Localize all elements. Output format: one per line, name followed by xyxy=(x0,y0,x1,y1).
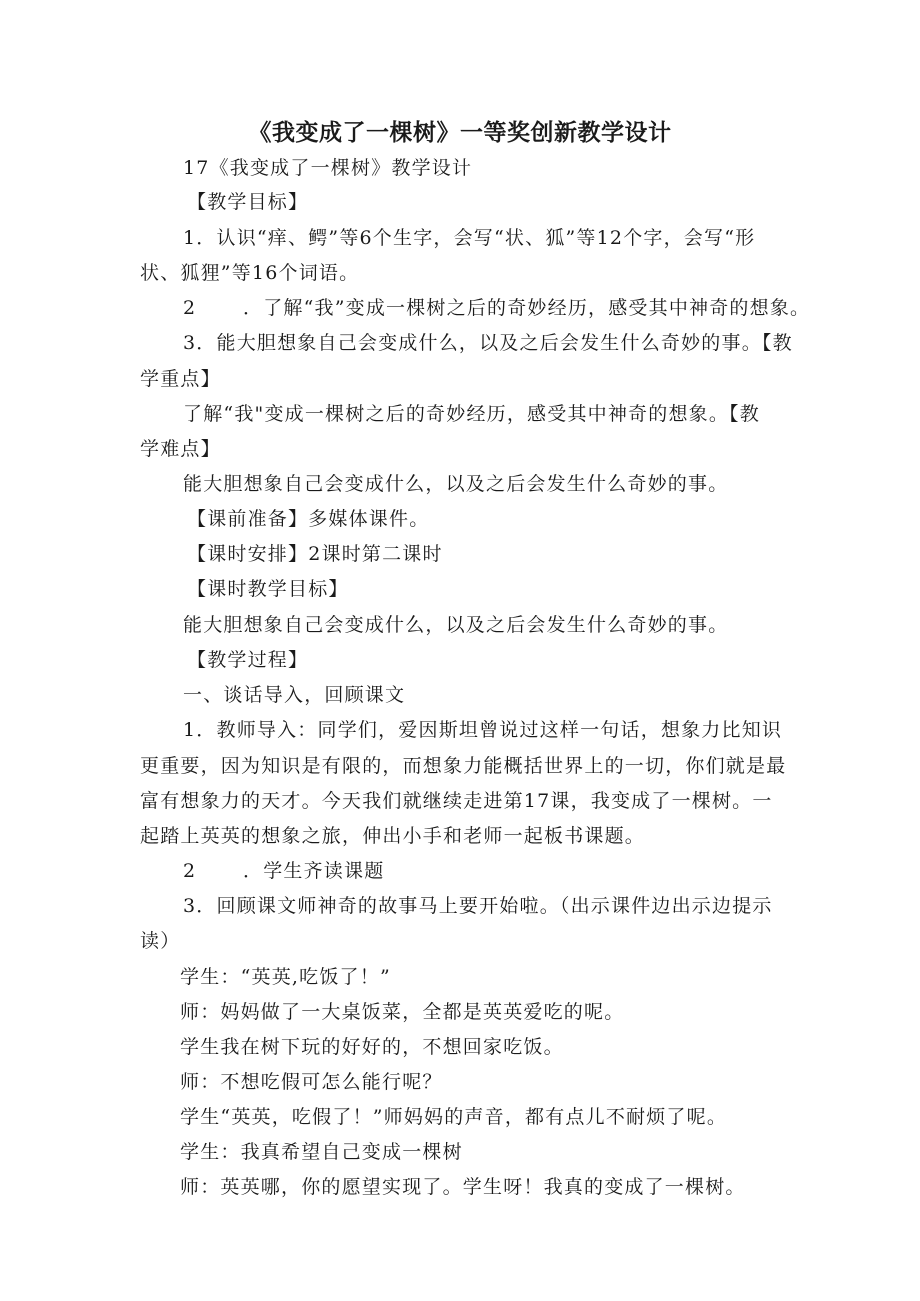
section-heading: 【教学目标】 xyxy=(187,191,309,213)
paragraph-line: 【课前准备】多媒体课件。 xyxy=(187,508,430,530)
dialogue-line: 学生“英英，吃假了！”师妈妈的声音，都有点儿不耐烦了呢。 xyxy=(180,1106,728,1128)
paragraph-line: 更重要，因为知识是有限的，而想象力能概括世界上的一切，你们就是最 xyxy=(140,755,787,777)
paragraph-line: 1．认识“痒、鳄”等6个生字，会写“状、狐”等12个字，会写“形 xyxy=(183,227,756,249)
paragraph-line: 能大胆想象自己会变成什么，以及之后会发生什么奇妙的事。 xyxy=(183,614,729,636)
dialogue-line: 学生：“英英,吃饭了！” xyxy=(180,966,391,988)
dialogue-line: 学生：我真希望自己变成一棵树 xyxy=(180,1141,463,1163)
paragraph-line: 起踏上英英的想象之旅，伸出小手和老师一起板书课题。 xyxy=(140,825,646,847)
paragraph-line: 学重点】 xyxy=(140,368,221,390)
paragraph-line xyxy=(183,293,810,323)
section-heading: 【课时教学目标】 xyxy=(187,578,349,600)
dialogue-line: 学生我在树下玩的好好的，不想回家吃饭。 xyxy=(180,1036,564,1058)
list-number: 2 xyxy=(183,860,197,882)
paragraph-line: 1．教师导入：同学们，爱因斯坦曾说过这样一句话，想象力比知识 xyxy=(183,719,783,741)
paragraph-line: 了解“我"变成一棵树之后的奇妙经历，感受其中神奇的想象。【教 xyxy=(183,403,760,425)
section-heading: 【教学过程】 xyxy=(187,649,309,671)
list-text: ．了解“我”变成一棵树之后的奇妙经历，感受其中神奇的想象。 xyxy=(243,297,811,319)
list-text: ．学生齐读课题 xyxy=(243,860,385,882)
paragraph-line: 读） xyxy=(140,930,181,952)
paragraph-line: 【课时安排】2课时第二课时 xyxy=(187,543,443,565)
paragraph-line xyxy=(183,856,384,886)
subsection-heading: 一、谈话导入，回顾课文 xyxy=(183,684,406,706)
dialogue-line: 师：英英哪，你的愿望实现了。学生呀！我真的变成了一棵树。 xyxy=(180,1176,746,1198)
paragraph-line: 3．能大胆想象自己会变成什么，以及之后会发生什么奇妙的事。【教 xyxy=(183,332,793,354)
document-title: 《我变成了一棵树》一等奖创新教学设计 xyxy=(248,120,672,146)
paragraph-line: 富有想象力的天才。今天我们就继续走进第17课，我变成了一棵树。一 xyxy=(140,790,773,812)
paragraph-line: 状、狐狸”等16个词语。 xyxy=(140,262,360,284)
list-number: 2 xyxy=(183,297,197,319)
dialogue-line: 师：妈妈做了一大桌饭菜，全都是英英爱吃的呢。 xyxy=(180,1001,625,1023)
dialogue-line: 师：不想吃假可怎么能行呢？ xyxy=(180,1071,443,1093)
paragraph-line: 学难点】 xyxy=(140,438,221,460)
paragraph-line: 3．回顾课文师神奇的故事马上要开始啦。（出示课件边出示边提示 xyxy=(183,895,773,917)
paragraph-line: 能大胆想象自己会变成什么，以及之后会发生什么奇妙的事。 xyxy=(183,473,729,495)
lesson-heading: 17《我变成了一棵树》教学设计 xyxy=(183,157,473,179)
